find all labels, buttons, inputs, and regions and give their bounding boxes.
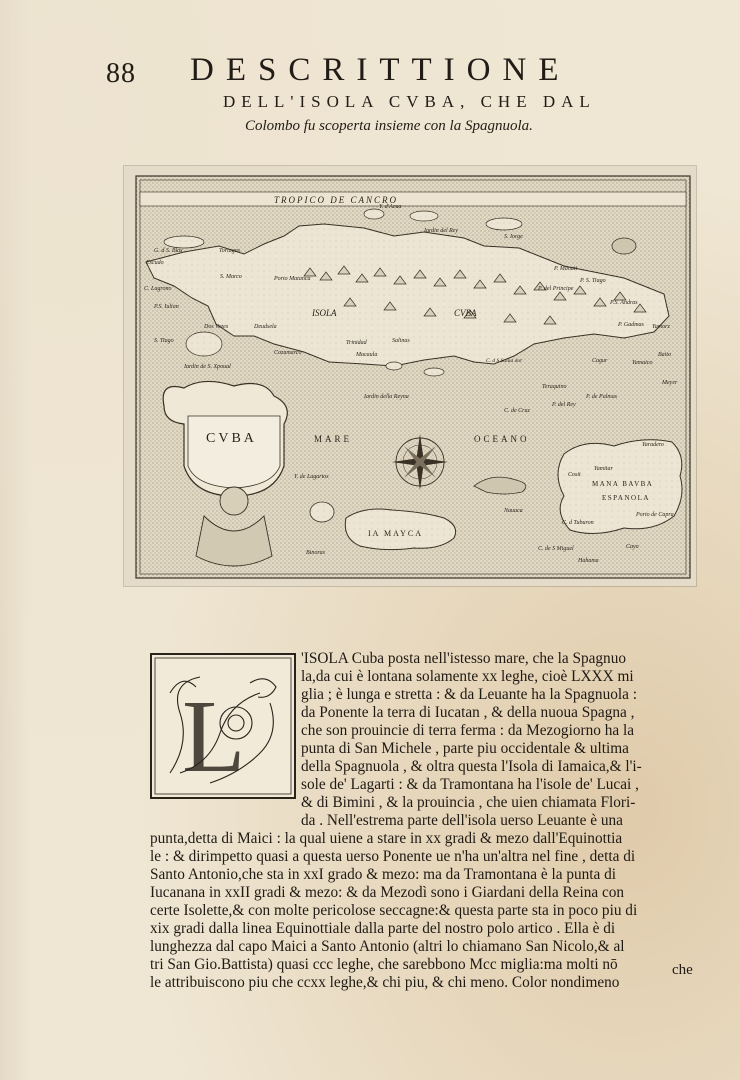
place-ps-iulian: P.S. Iulian xyxy=(154,304,179,310)
island-label-iamayca: IA MAYCA xyxy=(368,529,424,538)
place-c-de-s-miguel: C. de S Miguel xyxy=(538,546,574,552)
text-line-12: le : & dirimpetto quasi a questa uerso Ponente ue n'ha un'altra nel fine , detta di xyxy=(150,848,636,865)
island-label-mana-bauba: MANA BAVBA xyxy=(592,480,654,488)
place-dos-vezes: Dos Vezes xyxy=(204,324,229,330)
place-c-lagrono: C. Lagrono xyxy=(144,286,172,292)
place-ps-andras: P.S. Andras xyxy=(610,300,638,306)
place-cosit: Cosit xyxy=(568,472,581,478)
place-porto-capra: Porto de Capra xyxy=(636,512,674,518)
place-escudo: Escudo xyxy=(146,260,164,266)
place-baito: Baito xyxy=(658,352,671,358)
place-teraquino: Teraquino xyxy=(542,384,567,390)
place-deudsela: Deudsela xyxy=(254,324,277,330)
text-line-3: glia ; è lunga e stretta : & da Leuante ha la Spagnuola : xyxy=(301,686,637,703)
place-trinidad: Trinidad xyxy=(346,340,367,346)
place-nauaca: Nauaca xyxy=(504,508,523,514)
text-line-4: da Ponente la terra di Iucatan , & della nuoua Spagna , xyxy=(301,704,635,721)
tropic-label: TROPICO DE CANCRO xyxy=(274,195,398,205)
place-yamorz: Yamorz xyxy=(652,324,670,330)
place-iardin-del-rey: Iardin del Rey xyxy=(424,228,459,234)
text-line-18: tri San Gio.Battista) quasi ccc leghe, che sarebbono Mcc miglia:ma molti nō xyxy=(150,956,618,973)
place-cagur: Cagur xyxy=(592,358,608,364)
text-line-6: punta di San Michele , parte piu occidentale & ultima xyxy=(301,740,629,757)
place-salinas: Salinas xyxy=(392,338,410,344)
place-cayo: Cayo xyxy=(626,544,639,550)
place-macaula: Macaula xyxy=(356,352,378,358)
place-p-del-rey: P. del Rey xyxy=(552,402,576,408)
text-line-19: le attribuiscono piu che ccxx leghe,& chi piu, & chi meno. Color nondimeno xyxy=(150,974,620,991)
text-line-15: certe Isolette,& con molte pericolose seccagne:& questa parte sta in poco piu di xyxy=(150,902,638,919)
place-y-de-lagartos: Y. de Lagartos xyxy=(294,474,329,480)
sea-label-oceano: OCEANO xyxy=(474,434,530,444)
place-p-de-palmas: P. de Palmas xyxy=(586,394,618,400)
place-binoras: Binoras xyxy=(306,550,326,556)
text-line-1: 'ISOLA Cuba posta nell'istesso mare, che la Spagnuo xyxy=(301,650,626,667)
place-porto-matanca: Porto Matanca xyxy=(274,276,311,282)
text-line-8: sole de' Lagarti : & da Tramontana ha l'isole de' Lucai , xyxy=(301,776,639,793)
island-label-espanola: ESPANOLA xyxy=(602,494,650,502)
text-line-9: & di Bimini , & la prouincia , che uien chiamata Flori- xyxy=(301,794,636,811)
place-cozumarco: Cozumarco xyxy=(274,350,302,356)
island-label-cuba: CVBA xyxy=(454,308,477,318)
text-line-10: da . Nell'estrema parte dell'isola uerso Leuante è una xyxy=(301,812,623,829)
catchword: che xyxy=(672,962,693,978)
place-iardin-xpoual: Iardin de S. Xpoual xyxy=(184,364,231,370)
place-y-dacua: Y. d'Acua xyxy=(379,204,402,210)
turtle-icon xyxy=(612,238,636,254)
place-s-iorge: S. Iorge xyxy=(504,234,523,240)
place-c-d-tuburon: C. d Tuburon xyxy=(562,520,594,526)
place-p-s-tiago: P. S. Tiago xyxy=(580,278,606,284)
page-title: DESCRITTIONE xyxy=(190,52,571,88)
place-yamitar: Yamitar xyxy=(594,466,613,472)
place-s-tiago: S. Tiago xyxy=(154,338,174,344)
drop-cap-letter: L xyxy=(182,679,246,794)
place-c-d-s-saluador: C. d S Salua dor xyxy=(486,358,523,364)
map-engraving xyxy=(124,166,696,586)
place-hahama: Hahama xyxy=(578,558,599,564)
text-line-2: la,da cui è lontana solamente xx leghe, cioè LXXX mi xyxy=(301,668,634,685)
cartouche-title: CVBA xyxy=(206,431,257,446)
place-p-del-principe: P. del Principe xyxy=(538,286,574,292)
text-line-13: Santo Antonio,che sta in xxI grado & mezo: ma da Tramontana è la punta di xyxy=(150,866,617,883)
place-c-de-cruz: C. de Cruz xyxy=(504,408,530,414)
text-line-17: lunghezza dal capo Maici a Santo Antonio (altri lo chiamano San Nicolo,& al xyxy=(150,938,625,955)
text-line-14: Iucanana in xxII gradi & mezo: & da Mezodì sono i Giardani della Reina con xyxy=(150,884,625,901)
place-yamaico: Yamaico xyxy=(632,360,653,366)
drop-cap-ornament xyxy=(150,653,296,799)
sea-label-mare: MARE xyxy=(314,434,353,444)
page-subtitle: DELL'ISOLA CVBA, CHE DAL xyxy=(223,92,596,111)
place-p-gadmas: P. Gadmas xyxy=(618,322,644,328)
place-iardin-reyna: Iardin della Reyna xyxy=(364,394,409,400)
place-s-marco: S. Marco xyxy=(220,274,242,280)
place-tortugas: Tortugas xyxy=(219,248,241,254)
text-line-16: xix gradi dalla linea Equinottiale dalla parte del nostro polo artico . Ella è di xyxy=(150,920,616,937)
place-gdsblas: G. d S. Blas xyxy=(154,248,183,254)
place-p-manati: P. Manati xyxy=(554,266,578,272)
cuba-map xyxy=(124,166,696,586)
text-line-7: della Spagnuola , & oltra questa l'Isola di Iamaica,& l'i- xyxy=(301,758,642,775)
place-meyer: Meyer xyxy=(662,380,678,386)
page-subtitle-italic: Colombo fu scoperta insieme con la Spagnuola. xyxy=(245,118,533,134)
island-label-isola: ISOLA xyxy=(312,308,337,318)
place-yaradero: Yaradero xyxy=(642,442,664,448)
text-line-11: punta,detta di Maici : la qual uiene a stare in xx gradi & mezo dall'Equinottia xyxy=(150,830,623,847)
text-line-5: che son prouincie di terra ferma : da Mezogiorno ha la xyxy=(301,722,634,739)
page-number: 88 xyxy=(106,58,136,89)
